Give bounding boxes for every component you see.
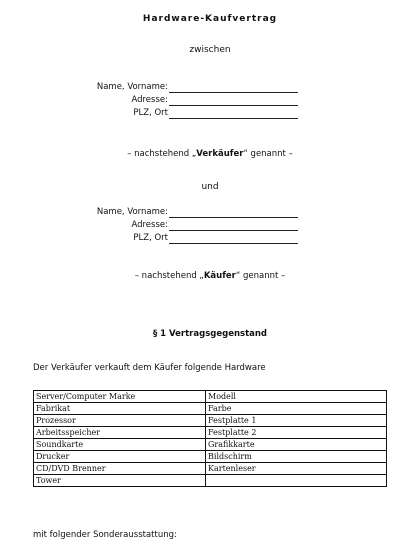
table-cell: Grafikkarte [206,439,387,451]
special-equipment-text: mit folgender Sonderausstattung: [33,530,177,540]
table-row [34,415,387,427]
table-cell: Bildschirm [206,451,387,463]
seller-city-blank [169,118,298,119]
seller-city-row [0,108,420,120]
table-cell: Fabrikat [34,403,206,415]
table-row [34,463,387,475]
buyer-phrase-post: “ genannt – [235,271,286,281]
document-title: Hardware-Kaufvertrag [142,14,278,24]
buyer-name-blank [169,217,298,218]
table-row [34,475,387,487]
section-heading: § 1 Vertragsgegenstand [152,329,268,339]
table-cell: Server/Computer Marke [34,391,206,403]
buyer-city-label: PLZ, Ort [133,233,168,243]
seller-name-row [0,82,420,94]
seller-phrase-pre: – nachstehend „ [127,149,197,159]
table-cell: Modell [206,391,387,403]
seller-name-blank [169,92,298,93]
table-cell: Tower [34,475,206,487]
seller-role: Verkäufer [196,149,244,159]
table-cell: Kartenleser [206,463,387,475]
buyer-name-row [0,207,420,219]
seller-phrase-post: “ genannt – [243,149,293,159]
table-cell: CD/DVD Brenner [34,463,206,475]
buyer-address-row [0,220,420,232]
buyer-address-label: Adresse: [131,220,168,230]
buyer-role: Käufer [203,271,236,281]
buyer-city-blank [169,243,298,244]
table-cell [206,475,387,487]
buyer-city-row [0,233,420,245]
seller-name-label: Name, Vorname: [96,82,168,92]
buyer-address-blank [169,230,298,231]
table-cell: Arbeitsspeicher [34,427,206,439]
table-cell: Festplatte 2 [206,427,387,439]
seller-city-label: PLZ, Ort [133,108,168,118]
table-row [34,391,387,403]
table-cell: Soundkarte [34,439,206,451]
table-cell: Festplatte 1 [206,415,387,427]
and-text: und [201,182,219,192]
table-row [34,403,387,415]
seller-designation [0,149,420,159]
buyer-name-label: Name, Vorname: [96,207,168,217]
hardware-table [33,390,387,487]
between-text: zwischen [189,45,231,55]
seller-address-blank [169,105,298,106]
buyer-designation [0,271,420,281]
seller-address-label: Adresse: [131,95,168,105]
table-row [34,451,387,463]
table-cell: Prozessor [34,415,206,427]
intro-text: Der Verkäufer verkauft dem Käufer folgende Hardware [33,363,266,373]
table-row [34,427,387,439]
buyer-phrase-pre: – nachstehend „ [134,271,204,281]
table-row [34,439,387,451]
seller-address-row [0,95,420,107]
table-cell: Drucker [34,451,206,463]
table-cell: Farbe [206,403,387,415]
